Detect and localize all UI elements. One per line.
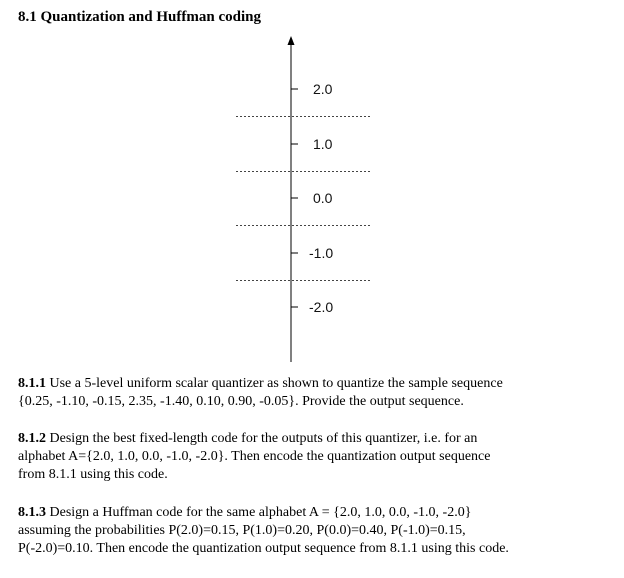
level-label: -2.0: [309, 299, 334, 315]
level-label: 1.0: [313, 136, 333, 152]
problem-text: P(-2.0)=0.10. Then encode the quantization output sequence from 8.1.1 using this code.: [18, 541, 509, 556]
problem-text: alphabet A={2.0, 1.0, 0.0, -1.0, -2.0}. Then encode the quantization output sequence: [18, 449, 491, 464]
page-title: 8.1 Quantization and Huffman coding: [18, 9, 261, 25]
problem-text: Design a Huffman code for the same alphabet A = {2.0, 1.0, 0.0, -1.0, -2.0}: [49, 505, 472, 520]
problem-text: Design the best fixed-length code for the outputs of this quantizer, i.e. for an: [49, 431, 478, 446]
problem-8-1-2: [18, 430, 608, 484]
problem-number: 8.1.3: [18, 505, 46, 520]
axis-arrow-icon: [288, 36, 295, 45]
level-label: 2.0: [313, 81, 333, 97]
level-label: 0.0: [313, 190, 333, 206]
problem-number: 8.1.2: [18, 431, 46, 446]
problem-text: from 8.1.1 using this code.: [18, 467, 168, 482]
problem-text: {0.25, -1.10, -0.15, 2.35, -1.40, 0.10, 0.90, -0.05}. Provide the output sequence.: [18, 394, 464, 409]
problem-8-1-1: [18, 375, 608, 411]
problem-8-1-3: [18, 504, 608, 558]
problem-text: assuming the probabilities P(2.0)=0.15, P(1.0)=0.20, P(0.0)=0.40, P(-1.0)=0.15,: [18, 523, 466, 538]
problem-number: 8.1.1: [18, 376, 46, 391]
problem-text: Use a 5-level uniform scalar quantizer as shown to quantize the sample sequence: [49, 376, 503, 391]
level-label: -1.0: [309, 245, 334, 261]
